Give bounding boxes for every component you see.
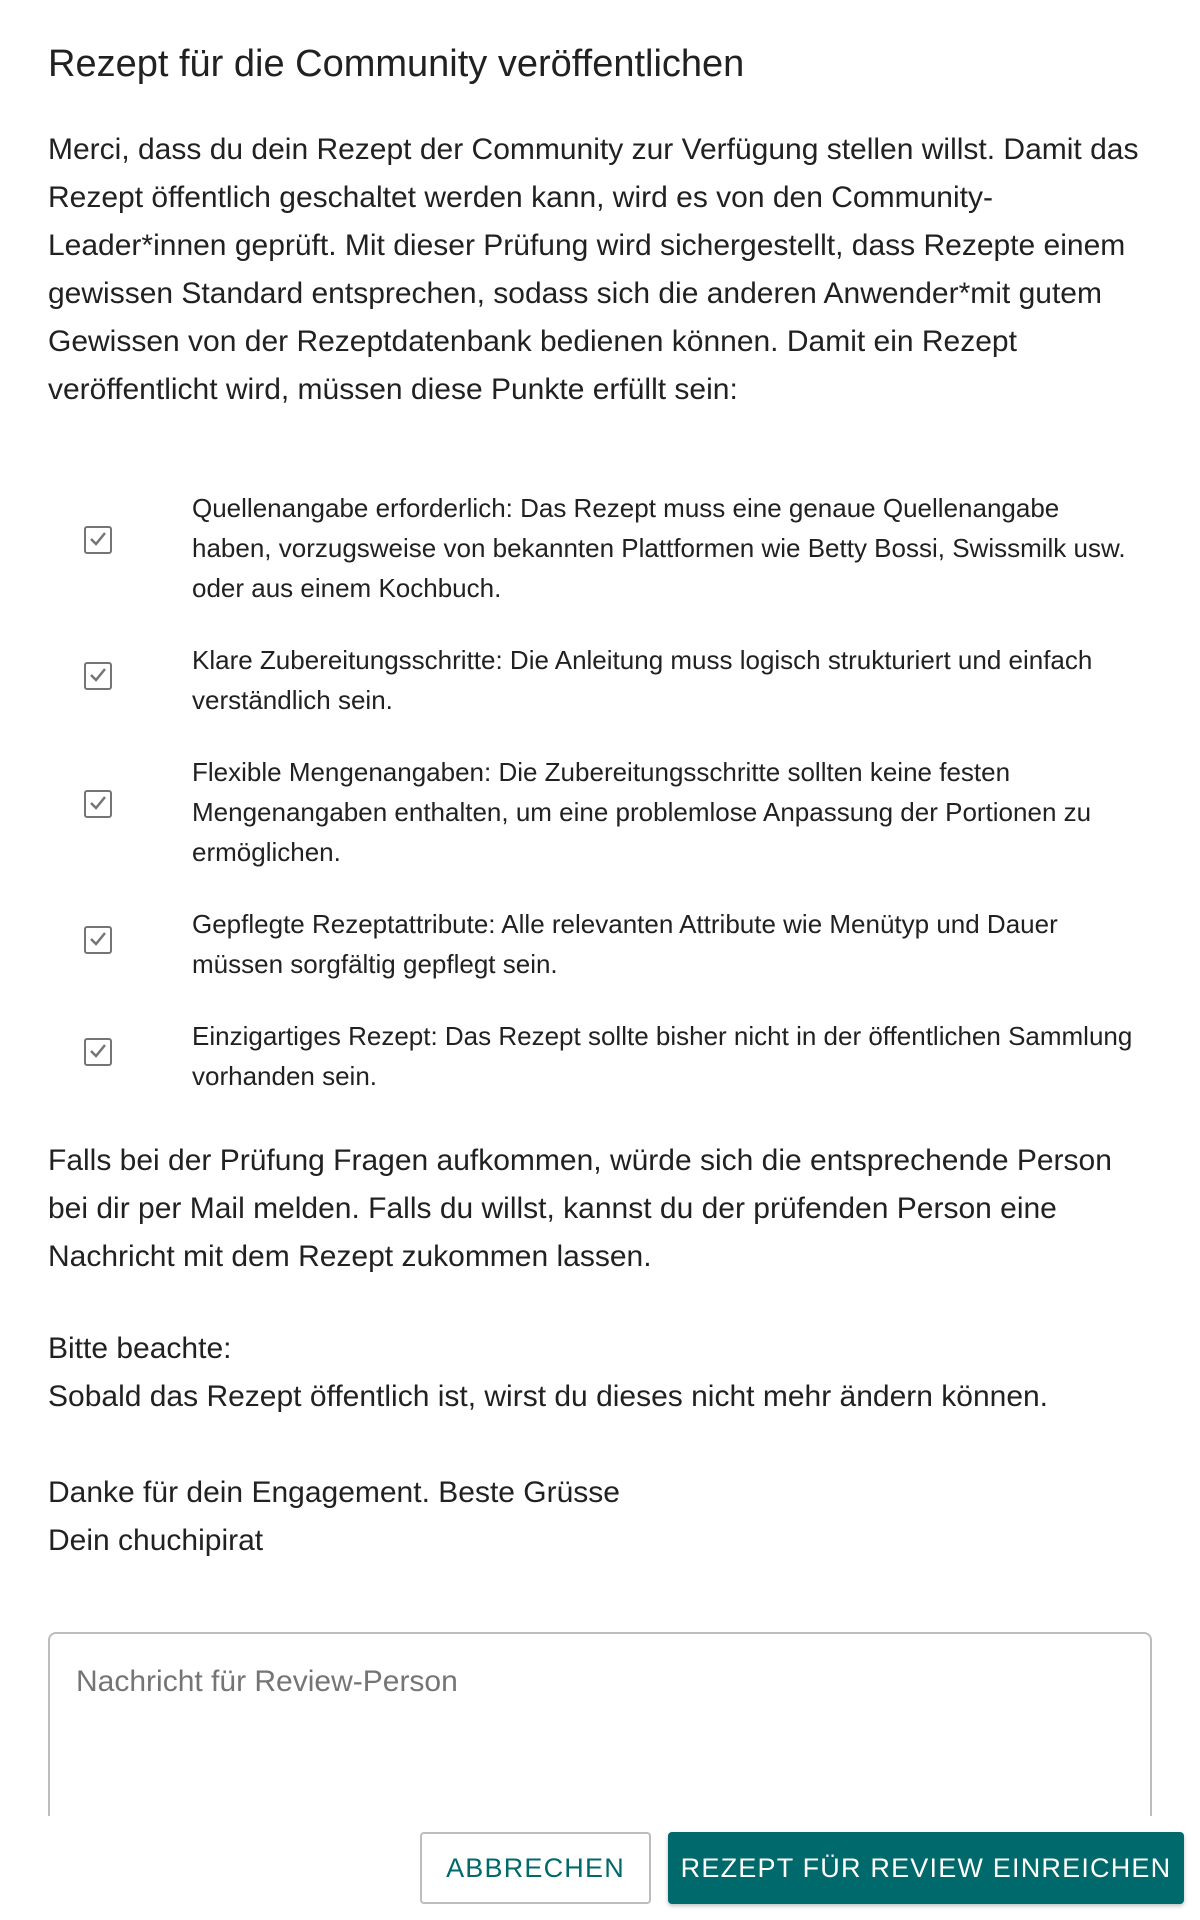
checkbox-checked-icon (84, 790, 112, 818)
checkbox-checked-icon (84, 926, 112, 954)
thanks-text: Danke für dein Engagement. Beste Grüsse (48, 1476, 620, 1509)
questions-note: Falls bei der Prüfung Fragen aufkommen, würde sich die entsprechende Person bei dir per Mail melden. Falls du willst, kannst du der prüfenden Person eine Nachricht mit dem Rezept zukommen lassen. (48, 1144, 1112, 1273)
cancel-button[interactable]: ABBRECHEN (420, 1832, 651, 1904)
rule-text: Einzigartiges Rezept: Das Rezept sollte bisher nicht in der öffentlichen Sammlung vorhanden sein. (192, 1021, 1133, 1091)
notice-text: Sobald das Rezept öffentlich ist, wirst du dieses nicht mehr ändern können. (48, 1380, 1049, 1413)
rule-text: Gepflegte Rezeptattribute: Alle relevanten Attribute wie Menütyp und Dauer müssen sorgfältig gepflegt sein. (192, 909, 1058, 979)
dialog-title: Rezept für die Community veröffentlichen (48, 43, 745, 85)
checkbox-checked-icon (84, 662, 112, 690)
intro-text: Merci, dass du dein Rezept der Community zur Verfügung stellen willst. Damit das Rezept öffentlich geschaltet werden kann, wird es von den Community-Leader*innen geprüft. Mit dieser Prüfung wird sichergestellt, dass Rezepte einem gewissen Standard entsprechen, sodass sich die anderen Anwender*mit gutem Gewissen von der Rezeptdatenbank bedienen können. Damit ein Rezept veröffentlicht wird, müssen diese Punkte erfüllt sein: (48, 133, 1139, 406)
checkbox-checked-icon (84, 526, 112, 554)
signature-text: Dein chuchipirat (48, 1524, 264, 1557)
dialog-actions (0, 1816, 1200, 1920)
review-message-field (48, 1632, 1152, 1832)
notice-heading: Bitte beachte: (48, 1332, 232, 1365)
rule-text: Flexible Mengenangaben: Die Zubereitungsschritte sollten keine festen Mengenangaben enthalten, um eine problemlose Anpassung der Portionen zu ermöglichen. (192, 757, 1092, 867)
dialog-content[interactable] (48, 126, 1152, 1816)
rule-text: Klare Zubereitungsschritte: Die Anleitung muss logisch strukturiert und einfach verständlich sein. (192, 645, 1093, 715)
checkbox-checked-icon (84, 1038, 112, 1066)
rule-text: Quellenangabe erforderlich: Das Rezept muss eine genaue Quellenangabe haben, vorzugsweise von bekannten Plattformen wie Betty Bossi, Swissmilk usw. oder aus einem Kochbuch. (192, 493, 1126, 603)
submit-review-button[interactable]: REZEPT FÜR REVIEW EINREICHEN (668, 1832, 1184, 1904)
review-message-input[interactable] (76, 1662, 1116, 1802)
